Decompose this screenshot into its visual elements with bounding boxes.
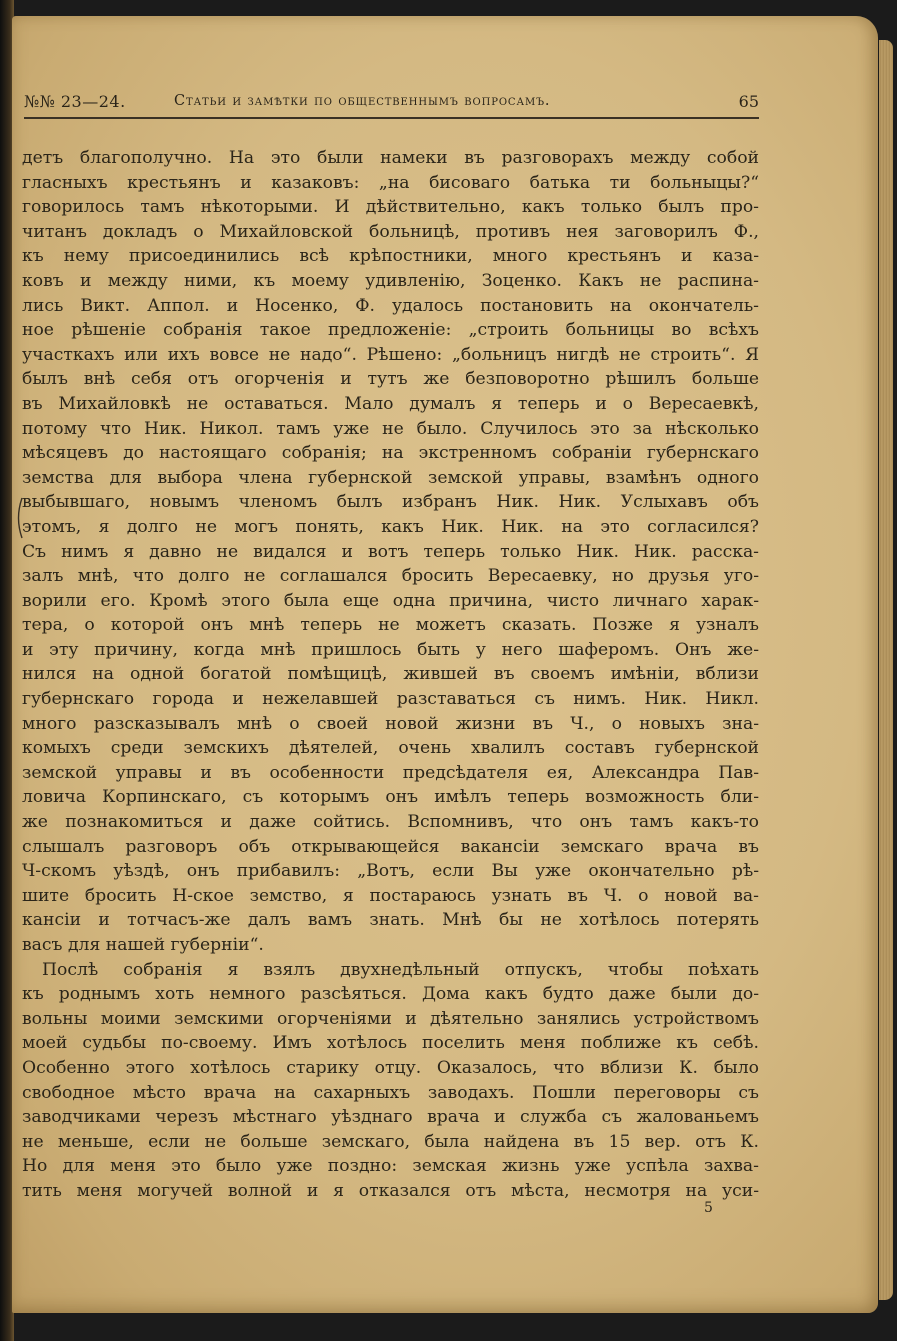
text-line: ловича Корпинскаго, съ которымъ онъ имѣлъ теперь возможность бли- bbox=[22, 787, 759, 808]
text-line: земской управы и въ особенности предсѣдателя ея, Александра Пав- bbox=[22, 762, 759, 783]
text-line: же познакомиться и даже сойтись. Вспомнивъ, что онъ тамъ какъ-то bbox=[22, 812, 759, 833]
signature-mark: 5 bbox=[704, 1200, 713, 1216]
issue-number: №№ 23—24. bbox=[24, 92, 126, 111]
text-line: въ Михайловкѣ не оставаться. Мало думалъ я теперь и о Вересаевкѣ, bbox=[22, 393, 759, 414]
running-title: Статьи и замѣтки по общественнымъ вопросамъ. bbox=[174, 93, 551, 109]
text-line: выбывшаго, новымъ членомъ былъ избранъ Ник. Ник. Услыхавъ объ bbox=[22, 492, 759, 513]
text-line: кансіи и тотчасъ-же далъ вамъ знать. Мнѣ бы не хотѣлось потерять bbox=[22, 910, 759, 931]
header-rule bbox=[24, 117, 759, 119]
text-line: вольны моими земскими огорченіями и дѣятельно занялись устройствомъ bbox=[22, 1008, 759, 1029]
text-line: Съ нимъ я давно не видался и вотъ теперь только Ник. Ник. расска- bbox=[22, 541, 759, 562]
text-line: гласныхъ крестьянъ и казаковъ: „на бисоваго батька ти больныцы?“ bbox=[22, 172, 759, 193]
text-line: тить меня могучей волной и я отказался отъ мѣста, несмотря на уси- bbox=[22, 1180, 759, 1201]
text-line: детъ благополучно. На это были намеки въ разговорахъ между собой bbox=[22, 148, 759, 168]
text-line: мѣсяцевъ до настоящаго собранія; на экстренномъ собраніи губернскаго bbox=[22, 443, 759, 464]
text-line: ковъ и между ними, къ моему удивленію, Зоценко. Какъ не распина- bbox=[22, 270, 759, 291]
page-number: 65 bbox=[738, 92, 759, 111]
text-line: слышалъ разговоръ объ открывающейся вакансіи земскаго врача въ bbox=[22, 836, 759, 857]
text-line: Ч-скомъ уѣздѣ, онъ прибавилъ: „Вотъ, если Вы уже окончательно рѣ- bbox=[22, 861, 759, 882]
text-line: ворили его. Кромѣ этого была еще одна причина, чисто личнаго харак- bbox=[22, 590, 759, 611]
text-line: ное рѣшеніе собранія такое предложеніе: „строить больницы во всѣхъ bbox=[22, 320, 759, 341]
text-line: къ нему присоединились всѣ крѣпостники, много крестьянъ и каза- bbox=[22, 246, 759, 267]
text-line: губернскаго города и нежелавшей разставаться съ нимъ. Ник. Никл. bbox=[22, 689, 759, 710]
text-line: нился на одной богатой помѣщицѣ, жившей въ своемъ имѣніи, вблизи bbox=[22, 664, 759, 685]
running-header bbox=[24, 90, 759, 118]
text-line: шите бросить Н-ское земство, я постараюсь узнать въ Ч. о новой ва- bbox=[22, 885, 759, 906]
text-line: говорилось тамъ нѣкоторыми. И дѣйствительно, какъ только былъ про- bbox=[22, 197, 759, 218]
text-line: не меньше, если не больше земскаго, была найдена въ 15 вер. отъ К. bbox=[22, 1131, 759, 1152]
paragraph-end-line: васъ для нашей губерніи“. bbox=[22, 935, 264, 955]
text-line: этомъ, я долго не могъ понять, какъ Ник. Ник. на это согласился? bbox=[22, 516, 759, 537]
text-line: залъ мнѣ, что долго не соглашался бросить Вересаевку, но друзья уго- bbox=[22, 566, 759, 587]
text-line: Но для меня это было уже поздно: земская жизнь уже успѣла захва- bbox=[22, 1156, 759, 1177]
text-line: Особенно этого хотѣлось старику отцу. Оказалось, что вблизи К. было bbox=[22, 1057, 759, 1078]
text-line: читанъ докладъ о Михайловской больницѣ, противъ нея заговорилъ Ф., bbox=[22, 221, 759, 242]
text-line: земства для выбора члена губернской земской управы, взамѣнъ одного bbox=[22, 467, 759, 488]
text-line: къ роднымъ хоть немного разсѣяться. Дома какъ будто даже были до- bbox=[22, 984, 759, 1005]
body-text bbox=[22, 146, 759, 1204]
text-line: тера, о которой онъ мнѣ теперь не можетъ сказать. Позже я узналъ bbox=[22, 615, 759, 636]
text-line: свободное мѣсто врача на сахарныхъ заводахъ. Пошли переговоры съ bbox=[22, 1082, 759, 1103]
text-line: былъ внѣ себя отъ огорченія и тутъ же безповоротно рѣшилъ больше bbox=[22, 369, 759, 390]
text-line: заводчиками черезъ мѣстнаго уѣзднаго врача и служба съ жалованьемъ bbox=[22, 1107, 759, 1128]
text-line: лись Викт. Аппол. и Носенко, Ф. удалось постановить на окончатель- bbox=[22, 295, 759, 316]
text-line: потому что Ник. Никол. тамъ уже не было. Случилось это за нѣсколько bbox=[22, 418, 759, 439]
page-stack-edge bbox=[879, 40, 893, 1300]
text-line: много разсказывалъ мнѣ о своей новой жизни въ Ч., о новыхъ зна- bbox=[22, 713, 759, 734]
text-line: и эту причину, когда мнѣ пришлось быть у него шаферомъ. Онъ же- bbox=[22, 639, 759, 660]
text-line: комыхъ среди земскихъ дѣятелей, очень хвалилъ составъ губернской bbox=[22, 738, 759, 759]
text-line: участкахъ или ихъ вовсе не надо“. Рѣшено: „больницъ нигдѣ не строить“. Я bbox=[22, 344, 759, 365]
text-line: моей судьбы по-своему. Имъ хотѣлось поселить меня поближе къ себѣ. bbox=[22, 1033, 759, 1054]
paragraph-start-line: Послѣ собранія я взялъ двухнедѣльный отпускъ, чтобы поѣхать bbox=[42, 959, 759, 980]
